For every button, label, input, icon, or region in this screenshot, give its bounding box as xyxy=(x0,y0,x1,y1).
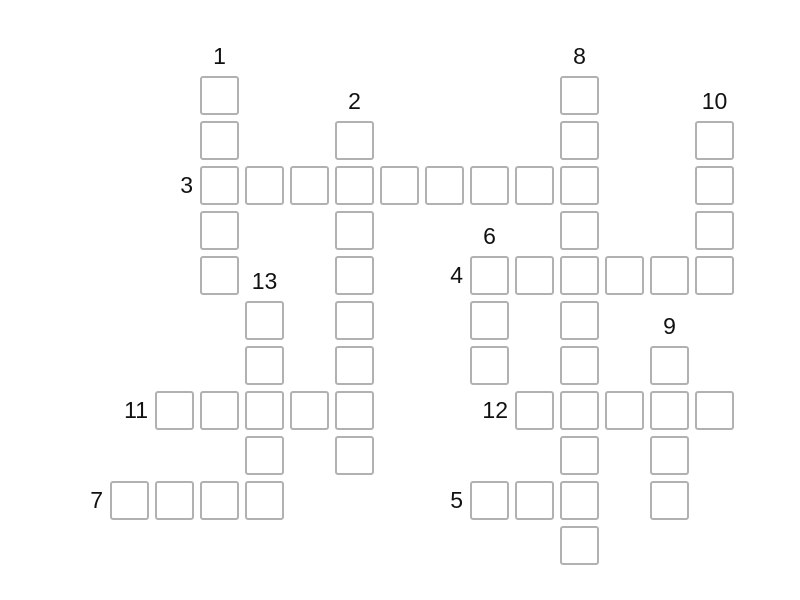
clue-number-10: 10 xyxy=(701,88,728,114)
crossword-cell[interactable] xyxy=(560,256,599,295)
crossword-cell[interactable] xyxy=(695,391,734,430)
crossword-cell[interactable] xyxy=(335,121,374,160)
crossword-cell[interactable] xyxy=(155,481,194,520)
crossword-cell[interactable] xyxy=(695,211,734,250)
clue-number-2: 2 xyxy=(348,88,361,114)
crossword-cell[interactable] xyxy=(560,526,599,565)
crossword-cell[interactable] xyxy=(200,166,239,205)
crossword-cell[interactable] xyxy=(335,346,374,385)
crossword-cell[interactable] xyxy=(560,76,599,115)
crossword-cell[interactable] xyxy=(560,436,599,475)
crossword-cell[interactable] xyxy=(560,481,599,520)
crossword-cell[interactable] xyxy=(200,121,239,160)
crossword-cell[interactable] xyxy=(515,391,554,430)
crossword-cell[interactable] xyxy=(335,256,374,295)
crossword-cell[interactable] xyxy=(650,391,689,430)
crossword-cell[interactable] xyxy=(335,436,374,475)
crossword-cell[interactable] xyxy=(560,346,599,385)
crossword-cell[interactable] xyxy=(155,391,194,430)
crossword-cell[interactable] xyxy=(560,211,599,250)
clue-number-6: 6 xyxy=(483,223,496,249)
crossword-cell[interactable] xyxy=(650,436,689,475)
crossword-cell[interactable] xyxy=(470,256,509,295)
clue-number-3: 3 xyxy=(180,172,193,198)
crossword-cell[interactable] xyxy=(560,391,599,430)
crossword-cell[interactable] xyxy=(245,166,284,205)
crossword-cell[interactable] xyxy=(245,436,284,475)
crossword-cell[interactable] xyxy=(245,301,284,340)
crossword-cell[interactable] xyxy=(200,211,239,250)
crossword-cell[interactable] xyxy=(470,346,509,385)
crossword-cell[interactable] xyxy=(245,346,284,385)
crossword-cell[interactable] xyxy=(560,166,599,205)
crossword-cell[interactable] xyxy=(515,166,554,205)
crossword-cell[interactable] xyxy=(560,301,599,340)
crossword-cell[interactable] xyxy=(470,301,509,340)
crossword-cell[interactable] xyxy=(110,481,149,520)
crossword-cell[interactable] xyxy=(335,166,374,205)
crossword-cell[interactable] xyxy=(200,256,239,295)
crossword-cell[interactable] xyxy=(335,391,374,430)
crossword-cell[interactable] xyxy=(605,256,644,295)
clue-number-4: 4 xyxy=(450,262,463,288)
clue-number-5: 5 xyxy=(450,487,463,513)
crossword-cell[interactable] xyxy=(470,481,509,520)
crossword-cell[interactable] xyxy=(515,256,554,295)
clue-number-8: 8 xyxy=(573,43,586,69)
crossword-cell[interactable] xyxy=(470,166,509,205)
crossword-cell[interactable] xyxy=(200,481,239,520)
clue-number-9: 9 xyxy=(663,313,676,339)
clue-number-1: 1 xyxy=(213,43,226,69)
crossword-cell[interactable] xyxy=(425,166,464,205)
clue-number-11: 11 xyxy=(124,397,148,423)
crossword-cell[interactable] xyxy=(380,166,419,205)
crossword-cell[interactable] xyxy=(335,301,374,340)
crossword-cell[interactable] xyxy=(245,391,284,430)
crossword-cell[interactable] xyxy=(245,481,284,520)
clue-number-7: 7 xyxy=(90,487,103,513)
crossword-cell[interactable] xyxy=(650,256,689,295)
crossword-cell[interactable] xyxy=(695,256,734,295)
crossword-cell[interactable] xyxy=(290,391,329,430)
crossword-cell[interactable] xyxy=(290,166,329,205)
clue-number-13: 13 xyxy=(251,268,278,294)
crossword-cell[interactable] xyxy=(650,346,689,385)
crossword-cell[interactable] xyxy=(605,391,644,430)
crossword-cell[interactable] xyxy=(695,166,734,205)
clue-number-12: 12 xyxy=(482,397,508,423)
crossword-cell[interactable] xyxy=(200,76,239,115)
crossword-cell[interactable] xyxy=(695,121,734,160)
crossword-cell[interactable] xyxy=(200,391,239,430)
crossword-cell[interactable] xyxy=(560,121,599,160)
crossword-cell[interactable] xyxy=(650,481,689,520)
crossword-cell[interactable] xyxy=(335,211,374,250)
crossword-cell[interactable] xyxy=(515,481,554,520)
